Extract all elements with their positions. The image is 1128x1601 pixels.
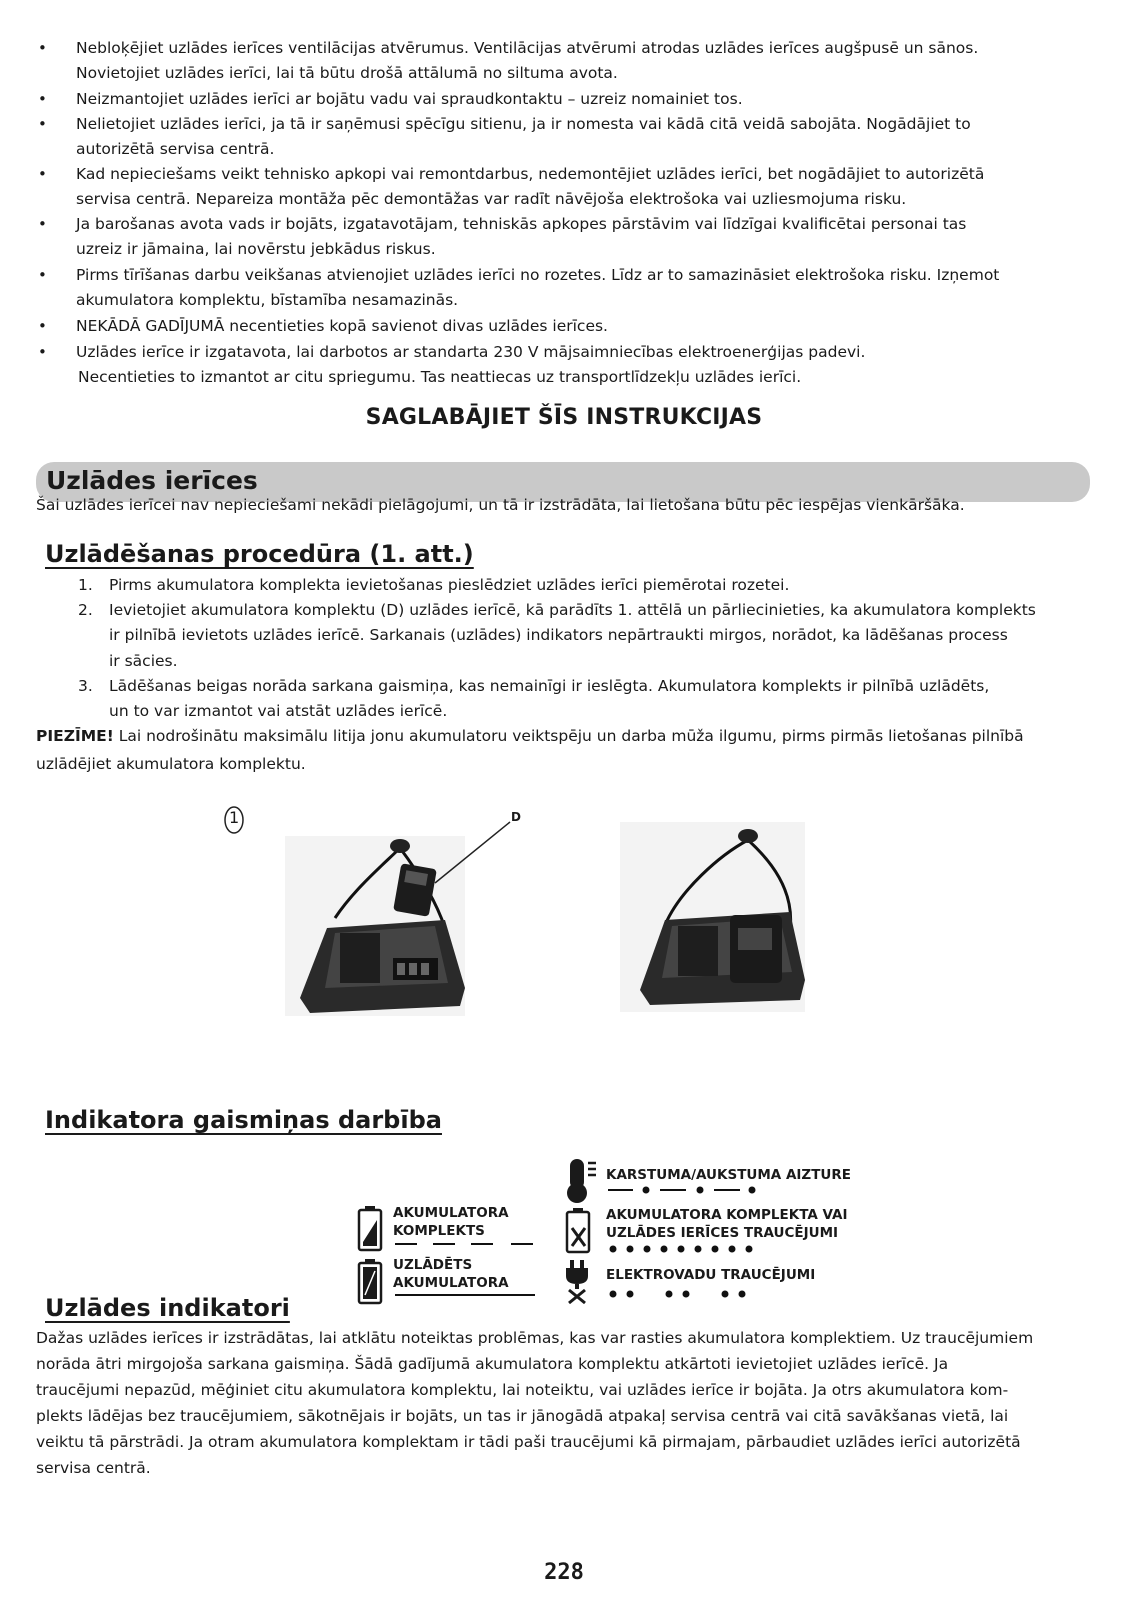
legend-battery-line2: KOMPLEKTS — [393, 1223, 485, 1239]
bullet-text: Nebloķējiet uzlādes ierīces ventilācijas atvērumus. Ventilācijas atvērumi atrodas uzlādes ierīces augšpusē un sānos. — [76, 39, 979, 57]
note-label: PIEZĪME! — [36, 727, 114, 745]
bullet-marker: • — [38, 317, 47, 335]
plug-fault-icon — [563, 1260, 593, 1304]
legend-charged-line1: UZLĀDĒTS — [393, 1257, 473, 1273]
battery-icon — [357, 1206, 383, 1252]
bullet-marker: • — [38, 90, 47, 108]
procedure-title: Uzlādēšanas procedūra (1. att.) — [45, 540, 474, 568]
step-text: Pirms akumulatora komplekta ievietošanas pieslēdziet uzlādes ierīci piemērotai rozetei. — [109, 576, 790, 594]
fast-dot-pattern — [608, 1244, 753, 1254]
bullet-marker: • — [38, 343, 47, 361]
callout-d: D — [511, 810, 521, 824]
legend-charged-line2: AKUMULATORA — [393, 1275, 509, 1291]
legend-fault-line2: UZLĀDES IERĪCES TRAUCĒJUMI — [606, 1225, 839, 1241]
bullet-marker: • — [38, 215, 47, 233]
paragraph-line: norāda ātri mirgojoša sarkana gaismiņa. Šādā gadījumā akumulatora komplektu atkārtoti ievietojiet uzlādes ierīcē. Ja — [36, 1355, 949, 1373]
bullet-text: Nelietojiet uzlādes ierīci, ja tā ir saņēmusi spēcīgu sitienu, ja ir nomesta vai kādā citā veidā sabojāta. Nogādājiet to — [76, 115, 971, 133]
dash-pattern-slow — [395, 1240, 540, 1248]
solid-line-on — [395, 1292, 540, 1298]
section-title: Uzlādes ierīces — [46, 466, 258, 495]
note-line — [36, 723, 1024, 749]
note-text: Lai nodrošinātu maksimālu litija jonu akumulatoru veiktspēju un darba mūža ilgumu, pirms pirmās lietošanas pilnībā — [113, 727, 1024, 745]
battery-full-icon — [357, 1259, 383, 1305]
legend-hot-cold: KARSTUMA/AUKSTUMA AIZTURE — [606, 1167, 851, 1183]
legend-fault-line1: AKUMULATORA KOMPLEKTA VAI — [606, 1207, 848, 1223]
bullet-marker: • — [38, 165, 47, 183]
charger-photo-left — [285, 808, 525, 1020]
section-intro: Šai uzlādes ierīcei nav nepieciešami nekādi pielāgojumi, un tā ir izstrādāta, lai lietošana būtu pēc iespējas vienkāršāka. — [36, 496, 965, 514]
double-dot-pattern — [608, 1289, 753, 1299]
charger-photo-right — [620, 800, 832, 1015]
bullet-text: Necentieties to izmantot ar citu spriegumu. Tas neattiecas uz transportlīdzekļu uzlādes ierīci. — [78, 368, 802, 386]
bullet-marker: • — [38, 39, 47, 57]
paragraph-line: servisa centrā. — [36, 1459, 151, 1477]
step-text: Ievietojiet akumulatora komplektu (D) uzlādes ierīcē, kā parādīts 1. attēlā un pārliecinieties, ka akumulatora komplekts — [109, 601, 1036, 619]
legend-battery-line1: AKUMULATORA — [393, 1205, 509, 1221]
step-text: ir pilnībā ievietots uzlādes ierīcē. Sarkanais (uzlādes) indikators nepārtraukti mirgos, norādot, ka lādēšanas process — [109, 626, 1008, 644]
bullet-text: Novietojiet uzlādes ierīci, lai tā būtu drošā attālumā no siltuma avota. — [76, 64, 618, 82]
step-number: 3. — [78, 677, 93, 695]
page-number: 228 — [544, 1560, 584, 1585]
paragraph-line: plekts lādējas bez traucējumiem, sākotnējais ir bojāts, un tas ir jānogādā atpakaļ servisa centrā vai citā savākšanas vietā, lai — [36, 1407, 1009, 1425]
bullet-text: autorizētā servisa centrā. — [76, 140, 275, 158]
battery-fault-icon — [565, 1208, 593, 1254]
charge-indicators-title: Uzlādes indikatori — [45, 1294, 290, 1322]
step-number: 1. — [78, 576, 93, 594]
bullet-text: servisa centrā. Nepareiza montāža pēc demontāžas var radīt nāvējoša elektrošoka vai uzliesmojuma risku. — [76, 190, 907, 208]
step-text: un to var izmantot vai atstāt uzlādes ierīcē. — [109, 702, 448, 720]
legend-power-fault: ELEKTROVADU TRAUCĒJUMI — [606, 1267, 816, 1283]
dash-dot-pattern — [608, 1185, 758, 1195]
indicator-title: Indikatora gaismiņas darbība — [45, 1106, 442, 1134]
bullet-text: Neizmantojiet uzlādes ierīci ar bojātu vadu vai spraudkontaktu – uzreiz nomainiet tos. — [76, 90, 743, 108]
step-number: 2. — [78, 601, 93, 619]
bullet-text: uzreiz ir jāmaina, lai novērstu jebkādus riskus. — [76, 240, 436, 258]
bullet-text: NEKĀDĀ GADĪJUMĀ necentieties kopā savienot divas uzlādes ierīces. — [76, 317, 608, 335]
bullet-marker: • — [38, 115, 47, 133]
paragraph-line: traucējumi nepazūd, mēģiniet citu akumulatora komplektu, lai noteiktu, vai uzlādes ierīce ir bojāta. Ja otrs akumulatora kom- — [36, 1381, 1009, 1399]
bullet-text: Ja barošanas avota vads ir bojāts, izgatavotājam, tehniskās apkopes pārstāvim vai līdzīgai kvalificētai personai tas — [76, 215, 967, 233]
save-instructions-heading: SAGLABĀJIET ŠĪS INSTRUKCIJAS — [365, 405, 763, 430]
step-text: Lādēšanas beigas norāda sarkana gaismiņa, kas nemainīgi ir ieslēgta. Akumulatora komplekts ir pilnībā uzlādēts, — [109, 677, 990, 695]
step-text: ir sācies. — [109, 652, 178, 670]
paragraph-line: Dažas uzlādes ierīces ir izstrādātas, lai atklātu noteiktas problēmas, kas var rasties akumulatora komplektiem. Uz traucējumiem — [36, 1329, 1034, 1347]
figure-number: 1 — [229, 808, 240, 827]
bullet-text: akumulatora komplektu, bīstamība nesamazinās. — [76, 291, 459, 309]
paragraph-line: veiktu tā pārstrādi. Ja otram akumulatora komplektam ir tādi paši traucējumi kā pirmajam, pārbaudiet uzlādes ierīci autorizētā — [36, 1433, 1021, 1451]
bullet-text: Pirms tīrīšanas darbu veikšanas atvienojiet uzlādes ierīci no rozetes. Līdz ar to samazināsiet elektrošoka risku. Izņemot — [76, 266, 1000, 284]
thermometer-icon — [562, 1157, 600, 1205]
note-line-2: uzlādējiet akumulatora komplektu. — [36, 755, 306, 773]
bullet-text: Uzlādes ierīce ir izgatavota, lai darbotos ar standarta 230 V mājsaimniecības elektroenerģijas padevi. — [76, 343, 866, 361]
bullet-text: Kad nepieciešams veikt tehnisko apkopi vai remontdarbus, nedemontējiet uzlādes ierīci, bet nogādājiet to autorizētā — [76, 165, 985, 183]
bullet-marker: • — [38, 266, 47, 284]
